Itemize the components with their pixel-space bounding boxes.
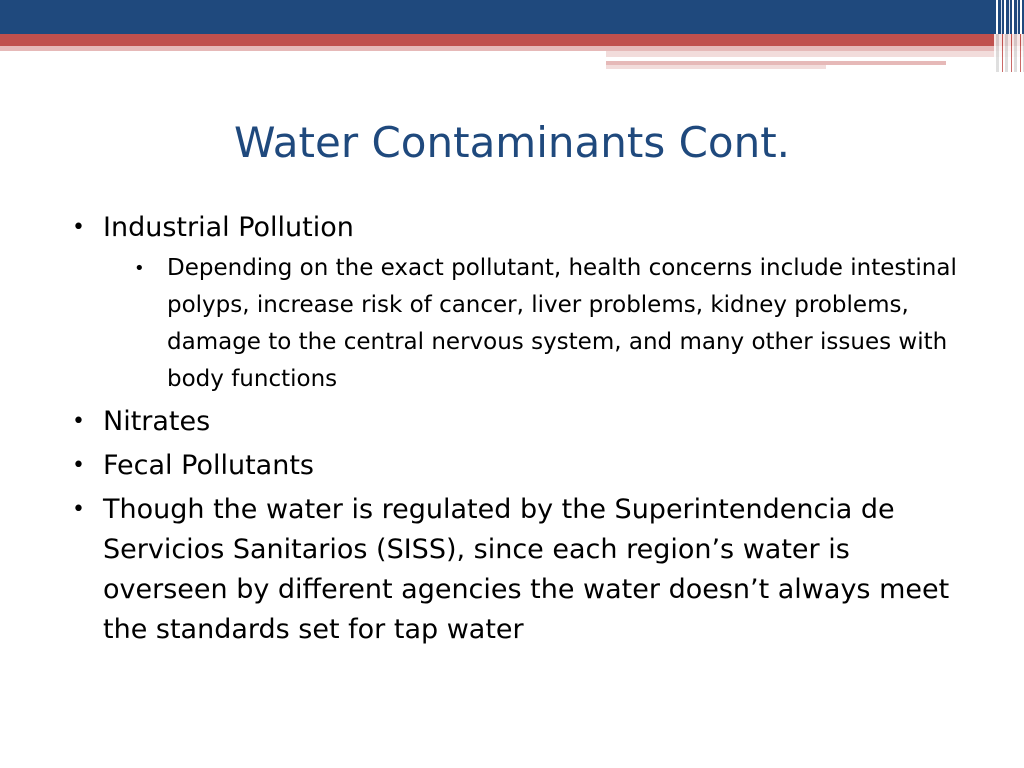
slide-title: Water Contaminants Cont. bbox=[233, 118, 791, 167]
list-item bbox=[72, 208, 972, 398]
list-item-text: Nitrates bbox=[103, 406, 211, 437]
bullet-icon: • bbox=[72, 409, 85, 434]
list-item bbox=[72, 402, 972, 442]
bullet-list bbox=[72, 208, 972, 650]
header-vertical-stripes-top bbox=[994, 0, 1024, 34]
list-item-text: Fecal Pollutants bbox=[103, 450, 314, 481]
header-band-blue bbox=[0, 0, 1024, 34]
bullet-icon: • bbox=[72, 215, 85, 240]
list-item-text: Industrial Pollution bbox=[103, 212, 354, 243]
list-item-text: Though the water is regulated by the Superintendencia de Servicios Sanitarios (SISS), since each region’s water is overseen by different agencies the water doesn’t always meet the standards set for tap water bbox=[103, 494, 950, 645]
sub-list-item bbox=[134, 250, 972, 398]
header-accent-stripe bbox=[606, 51, 1024, 57]
bullet-icon: • bbox=[134, 258, 145, 279]
bullet-icon: • bbox=[72, 497, 85, 522]
header-band-red bbox=[0, 34, 1024, 46]
list-item bbox=[72, 446, 972, 486]
list-item bbox=[72, 490, 972, 650]
bullet-icon: • bbox=[72, 453, 85, 478]
slide-body bbox=[72, 208, 972, 654]
sub-list-item-text: Depending on the exact pollutant, health concerns include intestinal polyps, increase risk of cancer, liver problems, kidney problems, damage to the central nervous system, and many other issues with body functions bbox=[167, 255, 957, 392]
header-accent-stripe bbox=[606, 65, 826, 69]
sub-bullet-list bbox=[103, 250, 972, 398]
